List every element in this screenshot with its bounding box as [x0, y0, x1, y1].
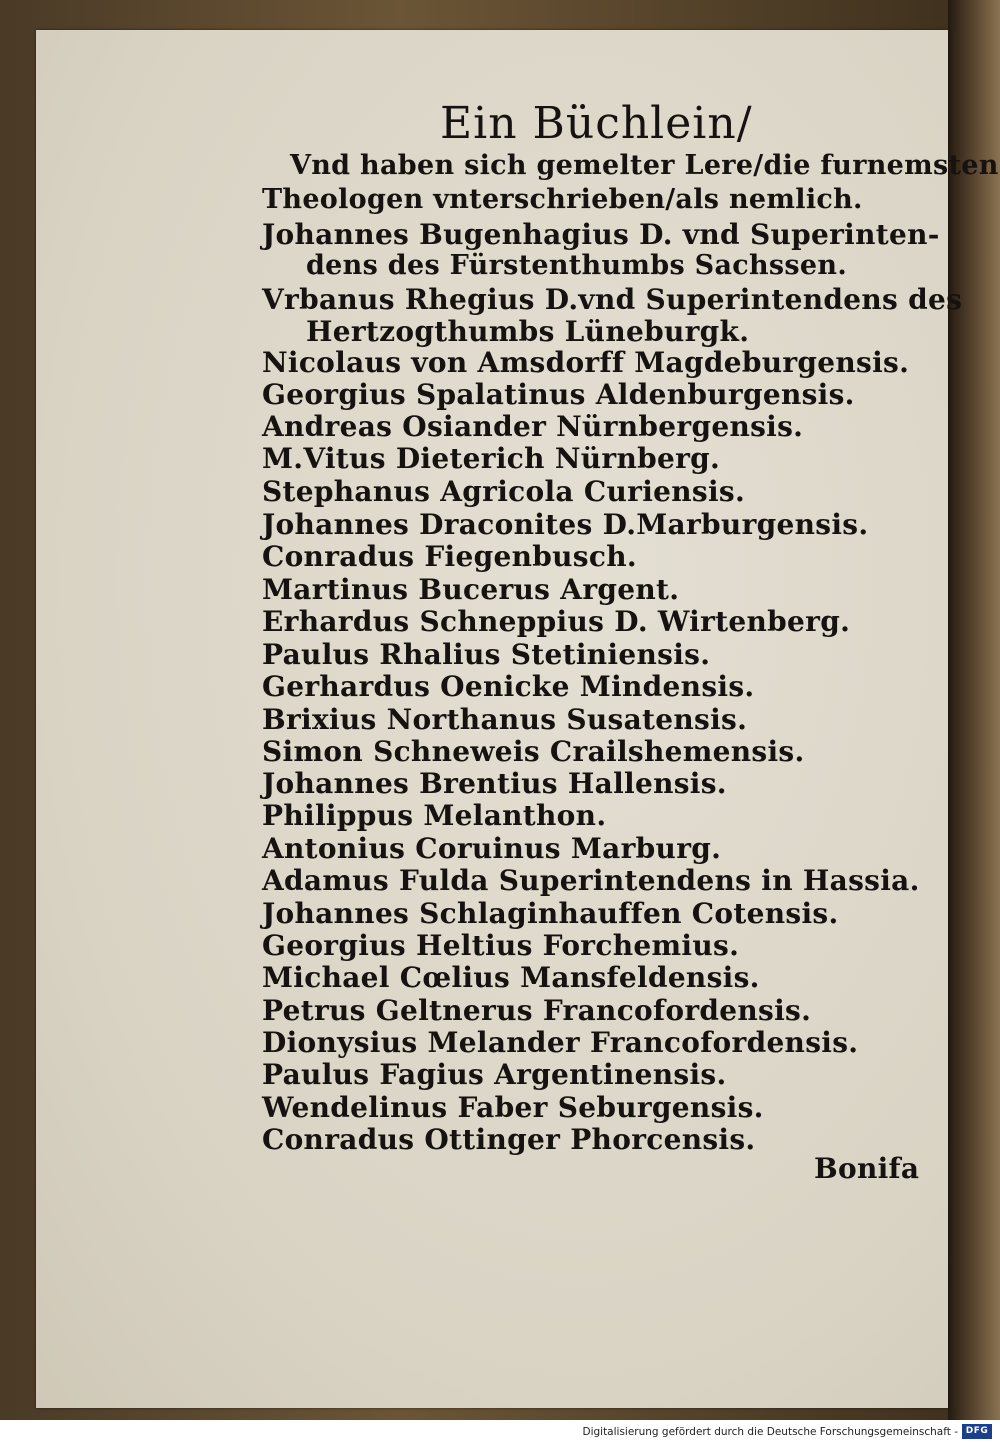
signatory-line: Johannes Schlaginhauffen Cotensis.	[262, 897, 839, 930]
signatory-line: Dionysius Melander Francofordensis.	[262, 1026, 859, 1059]
signatory-line: Conradus Ottinger Phorcensis.	[262, 1123, 756, 1156]
signatory-line: Nicolaus von Amsdorff Magdeburgensis.	[262, 346, 910, 379]
signatory-line: Wendelinus Faber Seburgensis.	[262, 1091, 764, 1124]
signatory-line: Conradus Fiegenbusch.	[262, 540, 637, 573]
signatory-line: Vrbanus Rhegius D.vnd Superintendens des	[262, 283, 963, 316]
running-header: Ein Büchlein/	[440, 98, 753, 149]
signatory-line: Andreas Osiander Nürnbergensis.	[262, 410, 804, 443]
intro-line: Theologen vnterschrieben/als nemlich.	[262, 184, 863, 215]
dfg-logo: DFG	[962, 1424, 992, 1439]
signatory-line: Philippus Melanthon.	[262, 799, 607, 832]
intro-line: Vnd haben sich gemelter Lere/die furnemsten	[290, 150, 999, 181]
signatory-line: Simon Schneweis Crailshemensis.	[262, 735, 805, 768]
signatory-line: Brixius Northanus Susatensis.	[262, 703, 748, 736]
signatory-line: Paulus Fagius Argentinensis.	[262, 1058, 727, 1091]
signatory-line: Hertzogthumbs Lüneburgk.	[306, 315, 750, 348]
signatory-line: Petrus Geltnerus Francofordensis.	[262, 994, 812, 1027]
signatory-line: Johannes Draconites D.Marburgensis.	[262, 508, 869, 541]
signatory-line: Erhardus Schneppius D. Wirtenberg.	[262, 605, 851, 638]
signatory-line: Gerhardus Oenicke Mindensis.	[262, 670, 755, 703]
signatory-line: Martinus Bucerus Argent.	[262, 573, 680, 606]
signatory-line: dens des Fürstenthumbs Sachssen.	[306, 250, 848, 281]
signatory-line: Johannes Bugenhagius D. vnd Superinten-	[262, 218, 940, 251]
signatory-line: Georgius Heltius Forchemius.	[262, 929, 740, 962]
signatory-line: Antonius Coruinus Marburg.	[262, 832, 722, 865]
footer-bar	[0, 1420, 1000, 1445]
signatory-line: Johannes Brentius Hallensis.	[262, 767, 727, 800]
book-edge	[948, 0, 1000, 1420]
signatory-line: Stephanus Agricola Curiensis.	[262, 475, 746, 508]
signatory-line: M.Vitus Dieterich Nürnberg.	[262, 442, 721, 475]
signatory-line: Michael Cœlius Mansfeldensis.	[262, 961, 760, 994]
footer-credit: Digitalisierung gefördert durch die Deutsche Forschungsgemeinschaft -	[582, 1426, 958, 1438]
signatory-line: Paulus Rhalius Stetiniensis.	[262, 638, 711, 671]
signatory-line: Adamus Fulda Superintendens in Hassia.	[262, 864, 920, 897]
catchword: Bonifa	[814, 1152, 920, 1185]
signatory-line: Georgius Spalatinus Aldenburgensis.	[262, 378, 855, 411]
